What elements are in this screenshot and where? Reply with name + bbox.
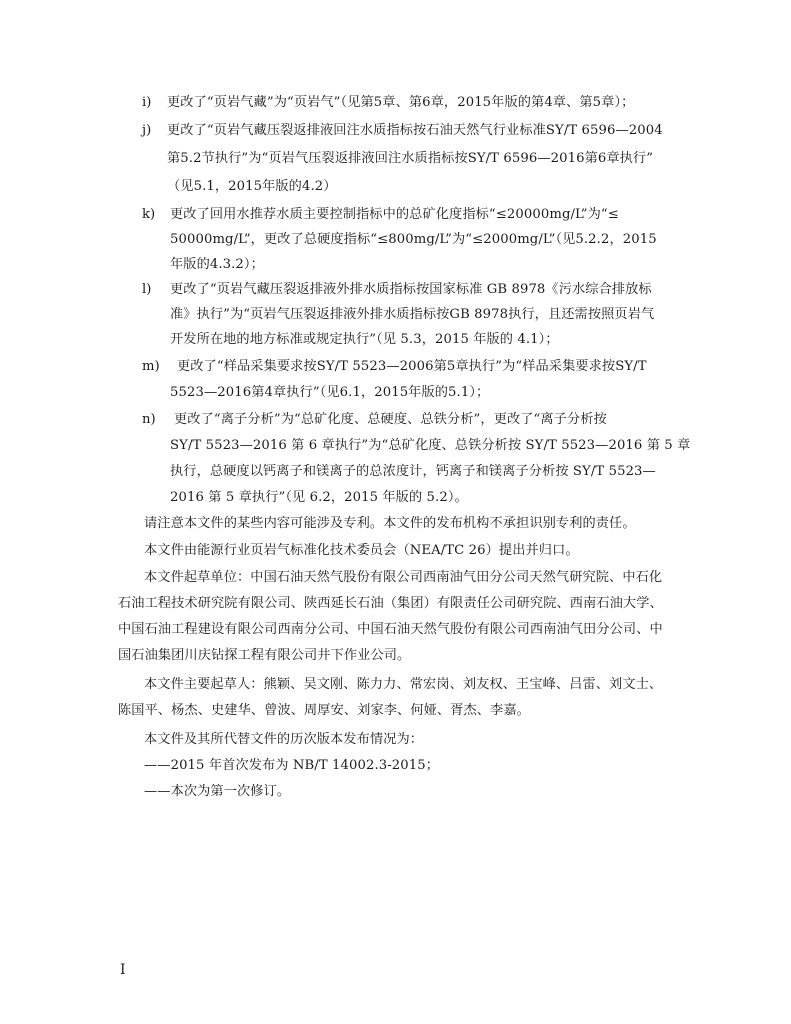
drafting-units: 中国石油工程建设有限公司西南分公司、中国石油天然气股份有限公司西南油气田分公司、中 [118,622,663,637]
list-item-line: 2016 第 5 章执行”（见 6.2，2015 年版的 5.2）。 [170,490,468,505]
list-item-line: 更改了“页岩气藏压裂返排液外排水质指标按国家标准 GB 8978《污水综合排放标 [170,282,652,297]
list-item-line: SY/T 5523—2016 第 6 章执行”为“总矿化度、总铁分析按 SY/T 5523—2016 第 5 章 [170,438,691,453]
list-item-line: 5523—2016第4章执行”（见6.1，2015年版的5.1）； [170,385,490,400]
list-item-line: 更改了“离子分析”为“总矿化度、总硬度、总铁分析”，更改了“离子分析按 [174,412,607,427]
committee-statement: 本文件由能源行业页岩气标准化技术委员会（NEA/TC 26）提出并归口。 [144,543,579,558]
patent-notice: 请注意本文件的某些内容可能涉及专利。本文件的发布机构不承担识别专利的责任。 [144,516,636,531]
drafting-units: 本文件起草单位：中国石油天然气股份有限公司西南油气田分公司天然气研究院、中石化 [144,570,663,585]
list-item-line: 开发所在地的地方标准或规定执行”（见 5.3，2015 年版的 4.1）； [170,332,559,347]
list-item-label: k) [142,207,156,222]
list-item-line: （见5.1，2015年版的4.2） [167,179,337,194]
list-item-line: 50000mg/L”，更改了总硬度指标“≤800mg/L”为“≤2000mg/L”（见5.2.2，2015 [170,232,657,247]
version-history-intro: 本文件及其所代替文件的历次版本发布情况为： [144,732,424,747]
list-item-line: 更改了“页岩气藏”为“页岩气”（见第5章、第6章，2015年版的第4章、第5章）； [167,95,635,110]
page-number: I [120,962,126,978]
drafting-units: 国石油集团川庆钻探工程有限公司井下作业公司。 [118,648,411,663]
drafters: 陈国平、杨杰、史建华、曾波、周厚安、刘家李、何娅、胥杰、李嘉。 [118,703,530,718]
list-item-label: j) [142,123,152,138]
drafting-units: 石油工程技术研究院有限公司、陕西延长石油（集团）有限责任公司研究院、西南石油大学、 [118,596,663,611]
list-item-label: m) [142,359,160,374]
list-item-line: 执行，总硬度以钙离子和镁离子的总浓度计，钙离子和镁离子分析按 SY/T 5523— [170,464,656,479]
list-item-line: 第5.2节执行”为“页岩气压裂返排液回注水质指标按SY/T 6596—2016第6章执行” [167,151,654,166]
list-item-line: 更改了回用水推荐水质主要控制指标中的总矿化度指标“≤20000mg/L”为“≤ [170,207,619,222]
list-item-line: 年版的4.3.2）； [170,257,264,272]
list-item-line: 更改了“样品采集要求按SY/T 5523—2006第5章执行”为“样品采集要求按SY/T [177,359,647,374]
version-history-item: ——2015 年首次发布为 NB/T 14002.3-2015； [144,758,440,773]
list-item-line: 更改了“页岩气藏压裂返排液回注水质指标按石油天然气行业标准SY/T 6596—2004 [167,123,663,138]
list-item-label: i) [142,95,152,110]
list-item-line: 准》执行”为“页岩气压裂返排液外排水质指标按GB 8978执行，且还需按照页岩气 [170,307,655,322]
list-item-label: n) [142,412,156,427]
drafters: 本文件主要起草人：熊颖、吴文刚、陈力力、常宏岗、刘友权、王宝峰、吕雷、刘文士、 [144,677,663,692]
list-item-label: l) [142,282,152,297]
version-history-item: ——本次为第一次修订。 [144,784,291,799]
